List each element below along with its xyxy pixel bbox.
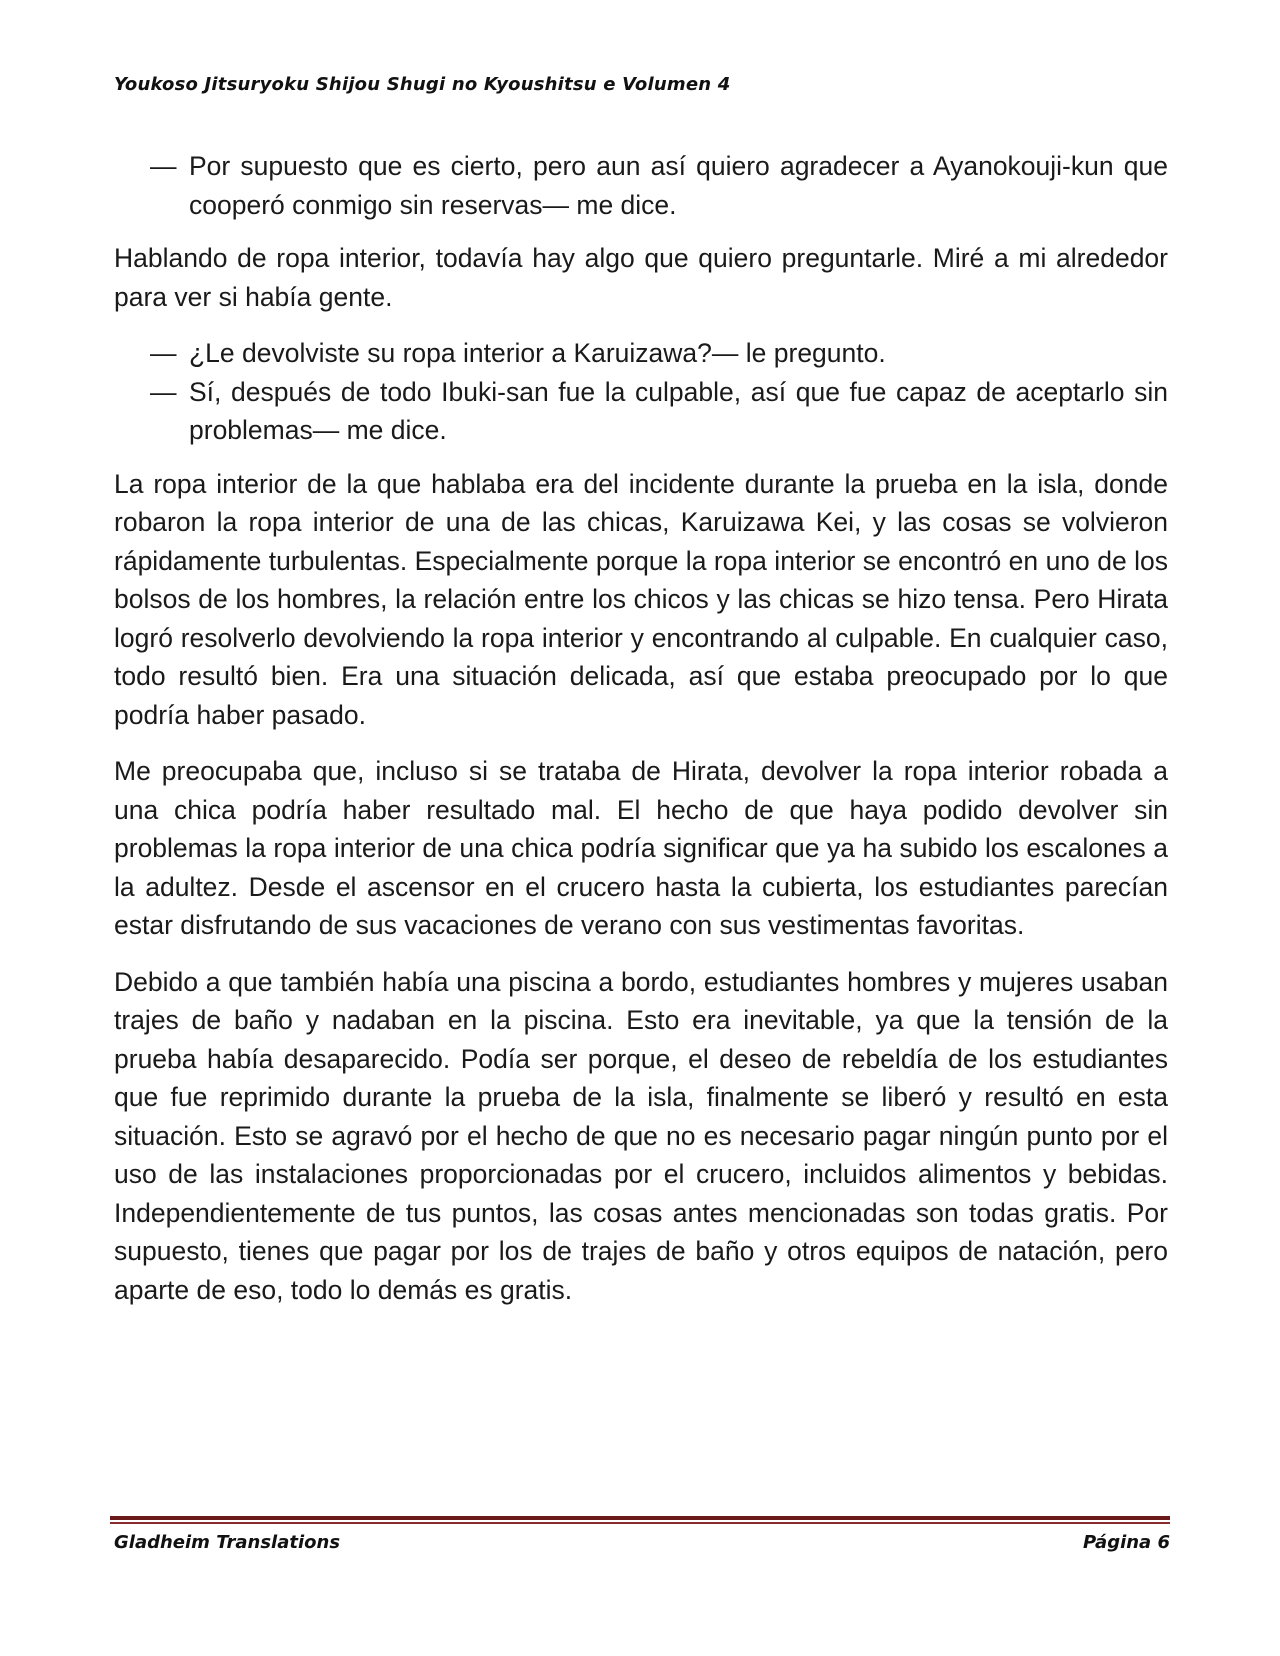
footer-divider	[110, 1516, 1170, 1525]
paragraph-2: La ropa interior de la que hablaba era del incidente durante la prueba en la isla, donde robaron la ropa interior de una de las chicas, Karuizawa Kei, y las cosas se volvieron rápidamente turbulentas. Especialmente porque la ropa interior se encontró en uno de los bolsos de los hombres, la relación entre los chicos y las chicas se hizo tensa. Pero Hirata logró resolverlo devolviendo la ropa interior y encontrando al culpable. En cualquier caso, todo resultó bien. Era una situación delicada, así que estaba preocupado por lo que podría haber pasado.	[114, 468, 1168, 730]
dialogue-block-1	[114, 147, 1168, 224]
footer-translator-credit: Gladheim Translations	[114, 1532, 341, 1553]
footer-page-number: Página 6	[1083, 1532, 1170, 1553]
dialogue-dash: —	[150, 338, 177, 368]
dialogue-line	[114, 147, 1168, 224]
footer-divider-thin	[110, 1522, 1170, 1524]
dialogue-block-2	[114, 334, 1168, 450]
footer-divider-thick	[110, 1516, 1170, 1520]
paragraph-1: Hablando de ropa interior, todavía hay algo que quiero preguntarle. Miré a mi alrededor para ver si había gente.	[114, 243, 1168, 312]
dialogue-line	[114, 373, 1168, 450]
dialogue-line	[114, 334, 1168, 373]
paragraph-3: Me preocupaba que, incluso si se trataba de Hirata, devolver la ropa interior robada a una chica podría haber resultado mal. El hecho de que haya podido devolver sin problemas la ropa interior de una chica podría significar que ya ha subido los escalones a la adultez. Desde el ascensor en el crucero hasta la cubierta, los estudiantes parecían estar disfrutando de sus vacaciones de verano con sus vestimentas favoritas.	[114, 756, 1168, 940]
dialogue-text: Sí, después de todo Ibuki-san fue la culpable, así que fue capaz de aceptarlo sin problemas— me dice.	[189, 376, 1168, 445]
dialogue-dash: —	[150, 376, 177, 407]
dialogue-text: Por supuesto que es cierto, pero aun así quiero agradecer a Ayanokouji-kun que cooperó conmigo sin reservas— me dice.	[189, 151, 1168, 220]
dialogue-dash: —	[150, 151, 177, 181]
dialogue-text: ¿Le devolviste su ropa interior a Karuizawa?— le pregunto.	[189, 338, 886, 368]
page-body	[114, 147, 1168, 1327]
paragraph-4: Debido a que también había una piscina a bordo, estudiantes hombres y mujeres usaban trajes de baño y nadaban en la piscina. Esto era inevitable, ya que la tensión de la prueba había desaparecido. Podía ser porque, el deseo de rebeldía de los estudiantes que fue reprimido durante la prueba de la isla, finalmente se liberó y resultó en esta situación. Esto se agravó por el hecho de que no es necesario pagar ningún punto por el uso de las instalaciones proporcionadas por el crucero, incluidos alimentos y bebidas. Independientemente de tus puntos, las cosas antes mencionadas son todas gratis. Por supuesto, tienes que pagar por los de trajes de baño y otros equipos de natación, pero aparte de eso, todo lo demás es gratis.	[114, 966, 1168, 1305]
page-header-title: Youkoso Jitsuryoku Shijou Shugi no Kyoushitsu e Volumen 4	[114, 74, 731, 95]
